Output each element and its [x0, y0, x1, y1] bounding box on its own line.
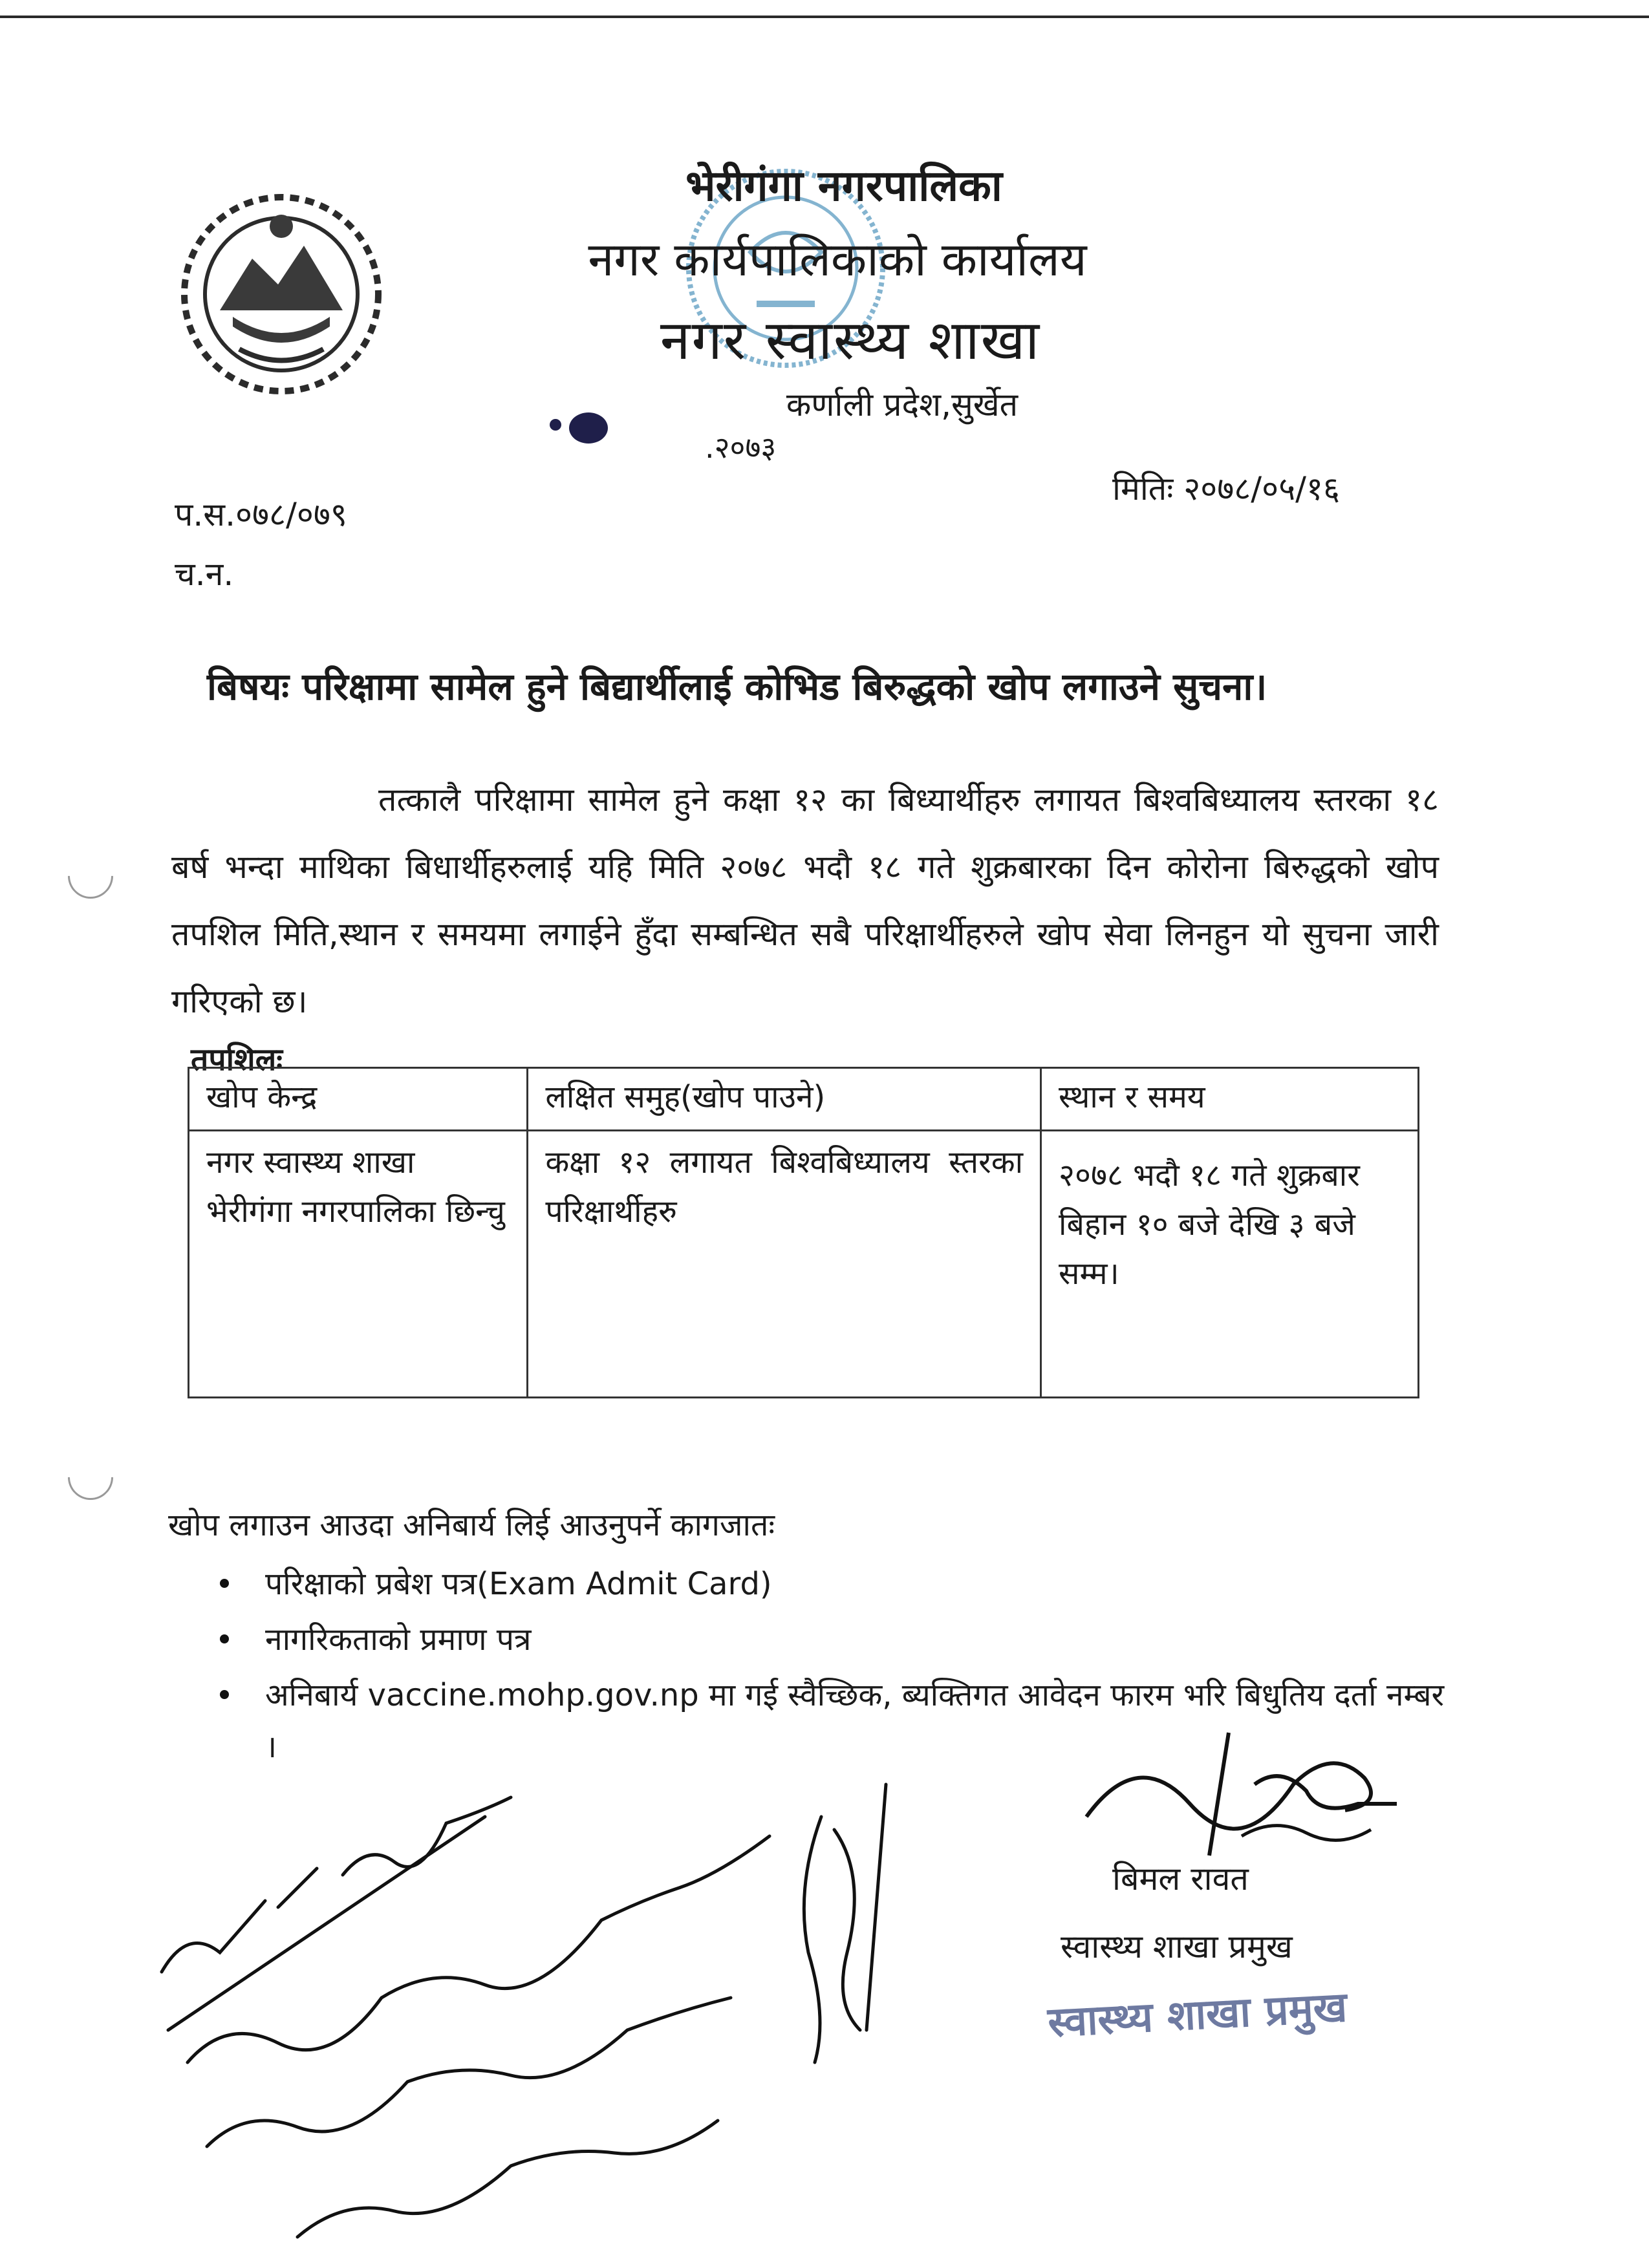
established-year: .२०७३	[705, 430, 777, 465]
vaccination-center-cell: नगर स्वास्थ्य शाखा भेरीगंगा नगरपालिका छिन्चु	[189, 1131, 528, 1398]
designation-stamp: स्वास्थ्य शाखा प्रमुख	[1046, 1983, 1348, 2048]
document-item-text: परिक्षाको प्रबेश पत्र(Exam Admit Card)	[265, 1566, 772, 1602]
list-item	[213, 1558, 1455, 1610]
punch-hole-mark	[59, 1446, 123, 1510]
target-group-cell: कक्षा १२ लगायत बिश्वबिध्यालय स्तरका परिक्षार्थीहरु	[528, 1131, 1041, 1398]
letter-subject: बिषयः परिक्षामा सामेल हुने बिद्यार्थीलाई कोभिड बिरुद्धको खोप लगाउने सुचना।	[207, 665, 1267, 709]
document-item-text: अनिबार्य vaccine.mohp.gov.np मा गई स्वैच्छिक, ब्यक्तिगत आवेदन फारम भरि बिधुतिय दर्ता नम्बर ।	[265, 1677, 1445, 1765]
top-edge-rule	[0, 16, 1649, 18]
municipality-name: भेरीगंगा नगरपालिका	[685, 161, 1002, 211]
column-header: खोप केन्द्र	[189, 1068, 528, 1131]
handwritten-note-icon	[149, 1759, 957, 2263]
signature-icon	[1061, 1707, 1423, 1875]
required-documents-intro: खोप लगाउन आउदा अनिबार्य लिई आउनुपर्ने कागजातः	[168, 1507, 775, 1543]
schedule-hours: बिहान १० बजे देखि ३ बजे सम्म।	[1059, 1206, 1355, 1292]
document-item-text: नागरिकताको प्रमाण पत्र	[265, 1621, 532, 1658]
signatory-name: बिमल रावत	[1112, 1860, 1249, 1898]
branch-name: नगर स्वास्थ्य शाखा	[660, 308, 1041, 372]
column-header: लक्षित समुह(खोप पाउने)	[528, 1068, 1041, 1131]
ink-blot	[550, 419, 561, 431]
office-address: कर्णाली प्रदेश,सुर्खेत	[786, 386, 1018, 423]
place-time-cell	[1041, 1131, 1419, 1398]
letter-body-text: तत्कालै परिक्षामा सामेल हुने कक्षा १२ का बिध्यार्थीहरु लगायत बिश्वबिध्यालय स्तरका १८ बर्ष भन्दा माथिका बिधार्थीहरुलाई यहि मिति २०७८ भदौ १८ गते शुक्रबारका दिन कोरोना बिरुद्धको खोप तपशिल मिति,स्थान र समयमा लगाईने हुँदा सम्बन्धित सबै परिक्षार्थीहरुले खोप सेवा लिनहुन यो सुचना जारी गरिएको छ।	[171, 781, 1439, 1020]
reference-number: प.स.०७८/०७९	[175, 496, 347, 533]
bullet-icon	[220, 1579, 229, 1588]
bullet-icon	[220, 1634, 229, 1643]
schedule-date: २०७८ भदौ १८ गते शुक्रबार	[1059, 1157, 1360, 1193]
letter-date: मितिः २०७८/०५/१६	[1112, 470, 1340, 508]
punch-hole-mark	[59, 844, 123, 908]
office-name: नगर कार्यपालिकाको कार्यालय	[588, 232, 1087, 286]
letter-body	[171, 766, 1439, 1035]
ink-blot	[569, 412, 608, 444]
bullet-icon	[220, 1690, 229, 1699]
list-item	[213, 1614, 1455, 1665]
column-header: स्थान र समय	[1041, 1068, 1419, 1131]
details-label: तपशिलः	[191, 1042, 283, 1078]
dispatch-number: च.न.	[175, 555, 234, 593]
signatory-title: स्वास्थ्य शाखा प्रमुख	[1061, 1928, 1293, 1965]
table-header-row	[189, 1068, 1419, 1131]
table-row	[189, 1131, 1419, 1398]
vaccination-schedule-table	[188, 1067, 1419, 1398]
